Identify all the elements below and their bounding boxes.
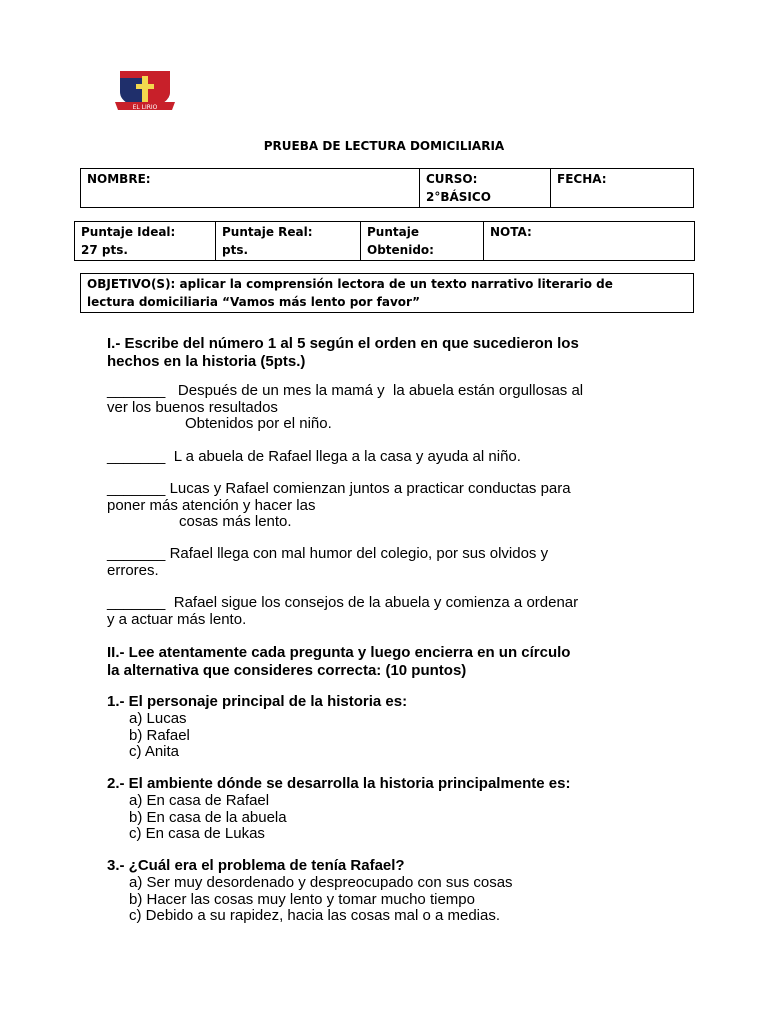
order-item-5[interactable] <box>107 595 578 628</box>
question-1-option-b[interactable]: b) Rafael <box>129 726 190 744</box>
puntaje-real-value: pts. <box>222 243 249 257</box>
page-title: PRUEBA DE LECTURA DOMICILIARIA <box>263 139 505 153</box>
question-3-option-a[interactable]: a) Ser muy desordenado y despreocupado con sus cosas <box>129 874 513 891</box>
order-item-3[interactable] <box>107 481 571 531</box>
order-item-3-line-2: poner más atención y hacer las <box>107 496 316 514</box>
order-item-1-line-2: ver los buenos resultados <box>107 398 278 416</box>
question-3 <box>107 857 513 925</box>
puntaje-ideal-value: 27 pts. <box>81 243 128 257</box>
curso-value: 2°BÁSICO <box>426 190 491 204</box>
objetivo-line-1: OBJETIVO(S): aplicar la comprensión lectora de un texto narrativo literario de <box>87 277 613 291</box>
fecha-cell[interactable] <box>551 169 694 208</box>
student-info-table <box>80 168 694 208</box>
question-3-text: 3.- ¿Cuál era el problema de tenía Rafael? <box>107 857 405 874</box>
question-2-option-b[interactable]: b) En casa de la abuela <box>129 808 287 826</box>
question-3-option-c[interactable]: c) Debido a su rapidez, hacia las cosas mal o a medias. <box>129 907 501 924</box>
puntaje-obtenido-value: Obtenido: <box>367 243 434 257</box>
question-1 <box>107 693 407 761</box>
section-2-heading-line-2: la alternativa que consideres correcta: (10 puntos) <box>107 662 467 679</box>
nombre-cell[interactable] <box>81 169 420 208</box>
order-item-5-line-2: y a actuar más lento. <box>107 610 247 628</box>
logo-banner-text: EL LIRIO <box>132 104 158 111</box>
question-2-option-c[interactable]: c) En casa de Lukas <box>129 825 265 842</box>
order-item-3-line-1: _______ Lucas y Rafael comienzan juntos a practicar conductas para <box>107 480 571 497</box>
school-crest-logo <box>114 68 176 114</box>
order-item-4-line-2: errores. <box>107 561 159 579</box>
question-1-option-a[interactable]: a) Lucas <box>129 710 187 727</box>
question-3-option-b[interactable]: b) Hacer las cosas muy lento y tomar mucho tiempo <box>129 890 475 908</box>
order-item-1[interactable] <box>107 383 583 433</box>
order-item-3-line-3: cosas más lento. <box>179 513 292 530</box>
curso-cell[interactable] <box>420 169 551 208</box>
section-1-heading <box>107 335 579 371</box>
order-item-2[interactable] <box>107 449 521 466</box>
score-table <box>74 221 695 261</box>
order-item-4[interactable] <box>107 546 548 579</box>
section-1-heading-line-1: I.- Escribe del número 1 al 5 según el orden en que sucedieron los <box>107 335 579 352</box>
objetivo-box <box>80 273 694 313</box>
nombre-label: NOMBRE: <box>87 172 151 186</box>
order-item-4-line-1: _______ Rafael llega con mal humor del colegio, por sus olvidos y <box>107 545 549 562</box>
question-1-text: 1.- El personaje principal de la historia es: <box>107 693 408 710</box>
question-2-text: 2.- El ambiente dónde se desarrolla la historia principalmente es: <box>107 775 571 792</box>
objetivo-line-2: lectura domiciliaria “Vamos más lento por favor” <box>87 295 421 309</box>
section-2-heading-line-1: II.- Lee atentamente cada pregunta y luego encierra en un círculo <box>107 644 571 661</box>
curso-label: CURSO: <box>426 172 478 186</box>
puntaje-ideal-label: Puntaje Ideal: <box>81 225 176 239</box>
question-2 <box>107 775 570 843</box>
nota-cell[interactable] <box>484 222 695 261</box>
puntaje-obtenido-label: Puntaje <box>367 225 419 239</box>
question-2-option-a[interactable]: a) En casa de Rafael <box>129 792 270 809</box>
order-item-1-line-3: Obtenidos por el niño. <box>185 415 332 432</box>
question-1-option-c[interactable]: c) Anita <box>129 743 180 760</box>
puntaje-ideal-cell <box>75 222 216 261</box>
fecha-label: FECHA: <box>557 172 607 186</box>
puntaje-real-cell[interactable] <box>216 222 361 261</box>
puntaje-obtenido-cell[interactable] <box>361 222 484 261</box>
order-item-1-line-1: _______ Después de un mes la mamá y la abuela están orgullosas al <box>107 382 584 399</box>
nota-label: NOTA: <box>490 225 532 239</box>
section-1-heading-line-2: hechos en la historia (5pts.) <box>107 353 306 370</box>
order-item-2-line-1: _______ L a abuela de Rafael llega a la casa y ayuda al niño. <box>107 448 521 465</box>
order-item-5-line-1: _______ Rafael sigue los consejos de la abuela y comienza a ordenar <box>107 594 579 611</box>
section-2-heading <box>107 644 570 680</box>
puntaje-real-label: Puntaje Real: <box>222 225 313 239</box>
